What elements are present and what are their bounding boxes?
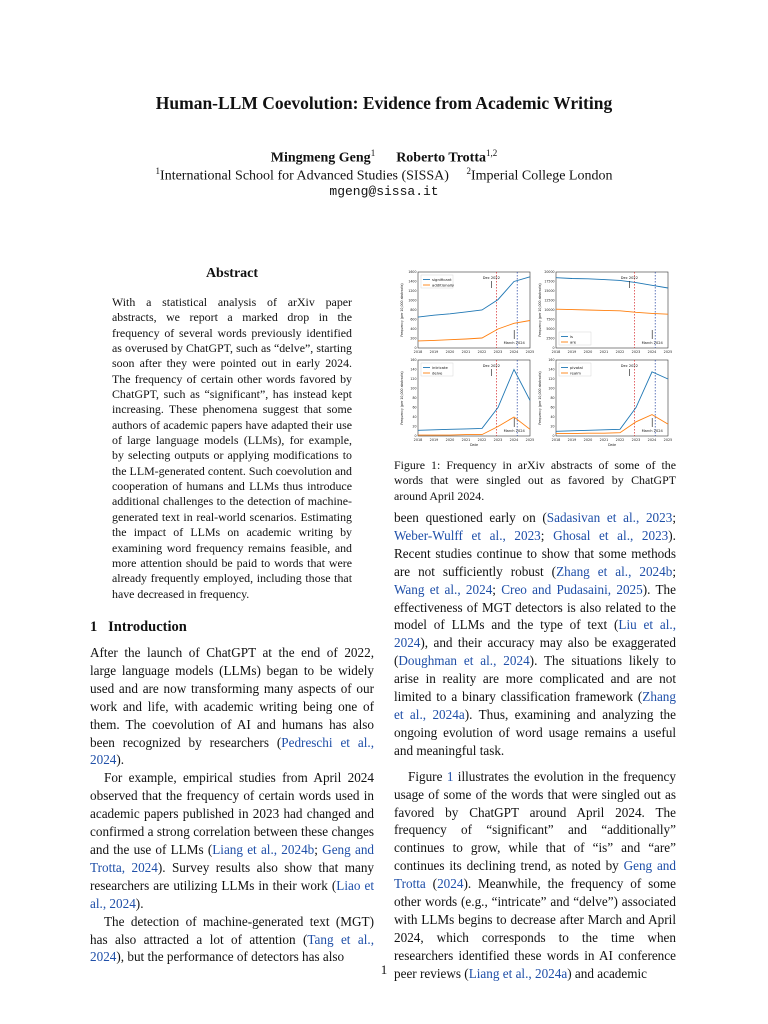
y-tick-label: 0 [552, 346, 555, 351]
citation-link[interactable]: Liang et al., 2024a [468, 965, 568, 981]
text-span: ; [672, 510, 676, 525]
author-1: Mingmeng Geng [270, 150, 371, 166]
y-tick-label: 120 [548, 377, 555, 382]
text-span: ), and their accuracy may also be exaggerated ( [394, 635, 676, 669]
legend-label: realm [570, 370, 581, 376]
x-tick-label: 2019 [429, 350, 439, 354]
x-tick-label: 2018 [551, 438, 561, 442]
text-span: ). The effectiveness of MGT detectors is also related to the model of LLMs and the type of text ( [394, 581, 676, 633]
author-1-sup: 1 [370, 148, 376, 158]
y-tick-label: 140 [548, 367, 555, 372]
text-span: ). The situations likely to arise in reality are more complicated and are not limited to a binary classification framework ( [394, 653, 677, 705]
text-span: The detection of machine-generated text (MGT) has also attracted a lot of attention ( [90, 913, 374, 947]
x-tick-label: 2020 [445, 438, 455, 442]
dec-2022-label: Dec 2022 [482, 276, 501, 280]
x-tick-label: 2022 [615, 438, 625, 442]
right-column-text [394, 509, 676, 983]
text-span: ). Recent studies continue to show that some methods are not sufficiently robust ( [394, 527, 676, 579]
authors [0, 148, 768, 167]
text-span: After the launch of ChatGPT at the end of 2022, large language models (LLMs) began to be widely used and are now transforming many aspects of our work and life, with academic writing being one of them. The coevolution of AI and humans has also been recognized by researchers ( [90, 645, 374, 750]
y-tick-label: 1600 [408, 270, 417, 275]
y-tick-label: 800 [410, 308, 417, 313]
y-tick-label: 5000 [546, 327, 555, 332]
section-number: 1 [90, 619, 98, 635]
left-column-text [90, 644, 374, 966]
page-number: 1 [380, 962, 388, 977]
affil-1-sup: 1 [155, 166, 161, 176]
x-tick-label: 2023 [493, 438, 503, 442]
section-heading-introduction [90, 619, 187, 636]
x-tick-label: 2021 [599, 438, 609, 442]
dec-2022-label: Dec 2022 [482, 364, 501, 368]
y-axis-label: Frequency (per 10,000 abstracts) [538, 371, 542, 425]
x-tick-label: 2025 [663, 350, 673, 354]
y-axis-label: Frequency (per 10,000 abstracts) [400, 283, 404, 337]
citation-link[interactable]: Geng and Trotta [394, 858, 676, 892]
chart-panel-1 [400, 270, 534, 354]
x-tick-label: 2021 [461, 438, 471, 442]
intro-paragraph-3 [90, 913, 374, 967]
text-span: ; [672, 563, 676, 579]
x-tick-label: 2025 [525, 438, 535, 442]
text-span: ). [135, 895, 144, 911]
chart-panel-3 [400, 358, 534, 447]
x-tick-label: 2024 [647, 350, 657, 354]
figure-1 [396, 268, 676, 452]
affil-1: International School for Advanced Studies (SISSA) [160, 168, 449, 184]
y-tick-label: 2500 [546, 336, 555, 341]
citation-link[interactable]: Tang et al., 2024 [90, 931, 374, 965]
legend-label: intricate [432, 364, 448, 370]
text-span: ). Survey results also show that many researchers are utilizing LLMs in their work ( [90, 859, 375, 893]
col2-paragraph-2: Figure 1 illustrates the evolution in the frequency usage of some of the words that were singled out as favored by ChatGPT around April 2024. The frequency of “significant” and “additionally” continues to grow, while that of “is” and “are” continues its declining trend, as noted by Geng and Trotta (2024). Meanwhile, the frequency of some other words (e.g., “intricate” and “delve”) associated with LLMs begins to decrease after March and April 2024, which corresponds to the time when researchers identified these words in AI conference peer reviews (Liang et al., 2024a) and academic [394, 768, 676, 981]
x-tick-label: 2024 [509, 438, 519, 442]
y-tick-label: 400 [410, 327, 417, 332]
text-span: Figure [408, 768, 447, 784]
y-tick-label: 0 [552, 434, 555, 439]
citation-link[interactable]: Liu et al., 2024 [394, 617, 676, 651]
text-span: ). Meanwhile, the frequency of some other words (e.g., “intricate” and “delve”) associated with LLMs begins to decrease after March and April 2024, which corresponds to the time when researchers identified these words in AI conference peer reviews ( [394, 876, 676, 981]
x-tick-label: 2018 [413, 438, 423, 442]
y-tick-label: 20 [412, 424, 417, 429]
x-tick-label: 2019 [429, 438, 439, 442]
dec-2022-label: Dec 2022 [620, 276, 639, 280]
y-tick-label: 160 [548, 358, 555, 363]
x-tick-label: 2022 [477, 438, 487, 442]
text-span: ). Thus, examining and analyzing the ongoing evolution of word usage remains a useful and meaningful task. [394, 706, 677, 758]
x-tick-label: 2023 [631, 438, 641, 442]
y-tick-label: 60 [550, 405, 555, 410]
y-tick-label: 0 [414, 434, 417, 439]
x-tick-label: 2020 [445, 350, 455, 354]
x-tick-label: 2019 [567, 438, 577, 442]
text-span: ; [540, 527, 554, 543]
y-tick-label: 7500 [546, 317, 555, 322]
y-tick-label: 80 [412, 396, 417, 401]
march-2024-label: March 2024 [503, 429, 525, 433]
legend-label: are [570, 339, 577, 345]
x-tick-label: 2025 [663, 438, 673, 442]
y-tick-label: 80 [550, 396, 555, 401]
author-2: Roberto Trotta [396, 150, 487, 166]
x-tick-label: 2022 [477, 350, 487, 354]
march-2024-label: March 2024 [641, 429, 663, 433]
y-tick-label: 100 [548, 386, 555, 391]
abstract-heading: Abstract [205, 266, 259, 281]
x-tick-label: 2018 [551, 350, 561, 354]
intro-paragraph-2 [90, 769, 374, 912]
citation-link[interactable]: Liang et al., 2024b [212, 841, 315, 857]
col2-paragraph-1 [394, 509, 676, 760]
y-tick-label: 100 [410, 386, 417, 391]
x-tick-label: 2023 [493, 350, 503, 354]
y-axis-label: Frequency (per 10,000 abstracts) [400, 371, 404, 425]
x-tick-label: 2023 [631, 350, 641, 354]
y-tick-label: 1400 [408, 279, 417, 284]
legend-label: additionally [432, 282, 455, 288]
y-tick-label: 160 [410, 358, 417, 363]
y-tick-label: 0 [414, 346, 417, 351]
citation-link[interactable]: Ghosal et al., 2023 [553, 527, 669, 543]
x-tick-label: 2024 [509, 350, 519, 354]
chart-panel-4 [538, 358, 672, 447]
figure-caption: Figure 1: Frequency in arXiv abstracts of some of the words that were singled out as favored by ChatGPT around April 2024. [394, 458, 676, 503]
citation-link[interactable]: Weber-Wulff et al., 2023 [394, 527, 541, 543]
text-span: ) and academic [567, 965, 648, 981]
x-tick-label: 2019 [567, 350, 577, 354]
y-tick-label: 20 [550, 424, 555, 429]
x-tick-label: 2021 [599, 350, 609, 354]
email[interactable]: mgeng@sissa.it [329, 184, 439, 199]
text-span: ). [116, 752, 125, 768]
y-tick-label: 10000 [544, 308, 555, 313]
x-tick-label: 2020 [583, 438, 593, 442]
section-title: Introduction [108, 619, 187, 635]
y-tick-label: 140 [410, 367, 417, 372]
y-tick-label: 60 [412, 405, 417, 410]
y-tick-label: 17500 [544, 279, 555, 284]
legend-label: is [570, 333, 574, 339]
legend-label: delve [432, 370, 443, 376]
legend-label: pivotal [570, 364, 583, 370]
y-tick-label: 600 [410, 317, 417, 322]
text-span: illustrates the evolution in the frequency usage of some of the words that were singled out as favored by ChatGPT around April 2024. The frequency of “significant” and “additionally” continues to grow, while that of “is” and “are” continues its declining trend, as noted by [394, 768, 676, 874]
y-tick-label: 120 [410, 377, 417, 382]
y-tick-label: 40 [550, 415, 555, 420]
citation-link[interactable]: Geng and Trotta, 2024 [90, 841, 375, 875]
x-tick-label: 2020 [583, 350, 593, 354]
march-2024-label: March 2024 [641, 341, 663, 345]
citation-link[interactable]: Sadasivan et al., 2023 [546, 510, 673, 525]
x-tick-label: 2018 [413, 350, 423, 354]
affil-2-sup: 2 [466, 166, 471, 176]
citation-link[interactable]: Wang et al., 2024 [394, 581, 493, 597]
x-axis-label: Date [607, 443, 617, 447]
y-tick-label: 20000 [544, 270, 555, 275]
x-tick-label: 2025 [525, 350, 535, 354]
citation-link[interactable]: Liao et al., 2024 [90, 877, 374, 911]
intro-paragraph-1 [90, 644, 374, 769]
x-tick-label: 2021 [461, 350, 471, 354]
y-tick-label: 1000 [408, 298, 417, 303]
citation-link[interactable]: Creo and Pudasaini, 2025 [501, 581, 643, 597]
citation-link[interactable]: Zhang et al., 2024a [394, 689, 676, 722]
dec-2022-label: Dec 2022 [620, 364, 639, 368]
text-span: ; [492, 581, 502, 597]
y-tick-label: 1200 [408, 289, 417, 294]
x-tick-label: 2022 [615, 350, 625, 354]
y-tick-label: 200 [410, 336, 417, 341]
affil-2: Imperial College London [470, 168, 613, 184]
y-tick-label: 40 [412, 415, 417, 420]
y-tick-label: 15000 [544, 289, 555, 294]
citation-link[interactable]: Pedreschi et al., 2024 [90, 734, 374, 768]
text-span: been questioned early on ( [394, 510, 547, 525]
figure-ref-link[interactable]: 1 [446, 768, 454, 784]
y-axis-label: Frequency (per 10,000 abstracts) [538, 283, 542, 337]
author-2-sup: 1,2 [486, 148, 498, 158]
march-2024-label: March 2024 [503, 341, 525, 345]
x-tick-label: 2024 [647, 438, 657, 442]
y-tick-label: 12500 [544, 298, 555, 303]
citation-link[interactable]: Doughman et al., 2024 [398, 653, 530, 669]
citation-year-link[interactable]: 2024 [437, 876, 464, 892]
paper-title: Human-LLM Coevolution: Evidence from Academic Writing [155, 93, 613, 113]
x-axis-label: Date [469, 443, 479, 447]
text-span: ), but the performance of detectors has also [116, 949, 345, 965]
abstract-body: With a statistical analysis of arXiv paper abstracts, we report a marked drop in the frequency of several words previously identified as overused by ChatGPT, such as “delve”, starting soon after they were pointed out in early 2024. The frequency of certain other words favored by ChatGPT, such as “significant”, has instead kept increasing. These phenomena suggest that some authors of academic papers have adapted their use of large language models (LLMs), for example, by selecting outputs or applying modifications to the LLM-generated content. Such coevolution and cooperation of humans and LLMs thus introduce additional challenges to the detection of machine-generated text in real-world scenarios. Estimating the impact of LLMs on academic writing by examining word frequency remains feasible, and more attention should be paid to words that were already frequently employed, including those that have decreased in frequency. [112, 295, 352, 601]
chart-panel-2 [538, 270, 672, 354]
affiliations [0, 166, 768, 185]
text-span: For example, empirical studies from April 2024 observed that the frequency of certain words used in academic papers published in 2023 had changed and confirmed a strong correlation between these changes and the use of LLMs ( [90, 770, 374, 857]
legend-label: significant [432, 276, 452, 282]
text-span: ; [314, 841, 323, 857]
citation-link[interactable]: Zhang et al., 2024b [556, 563, 673, 579]
